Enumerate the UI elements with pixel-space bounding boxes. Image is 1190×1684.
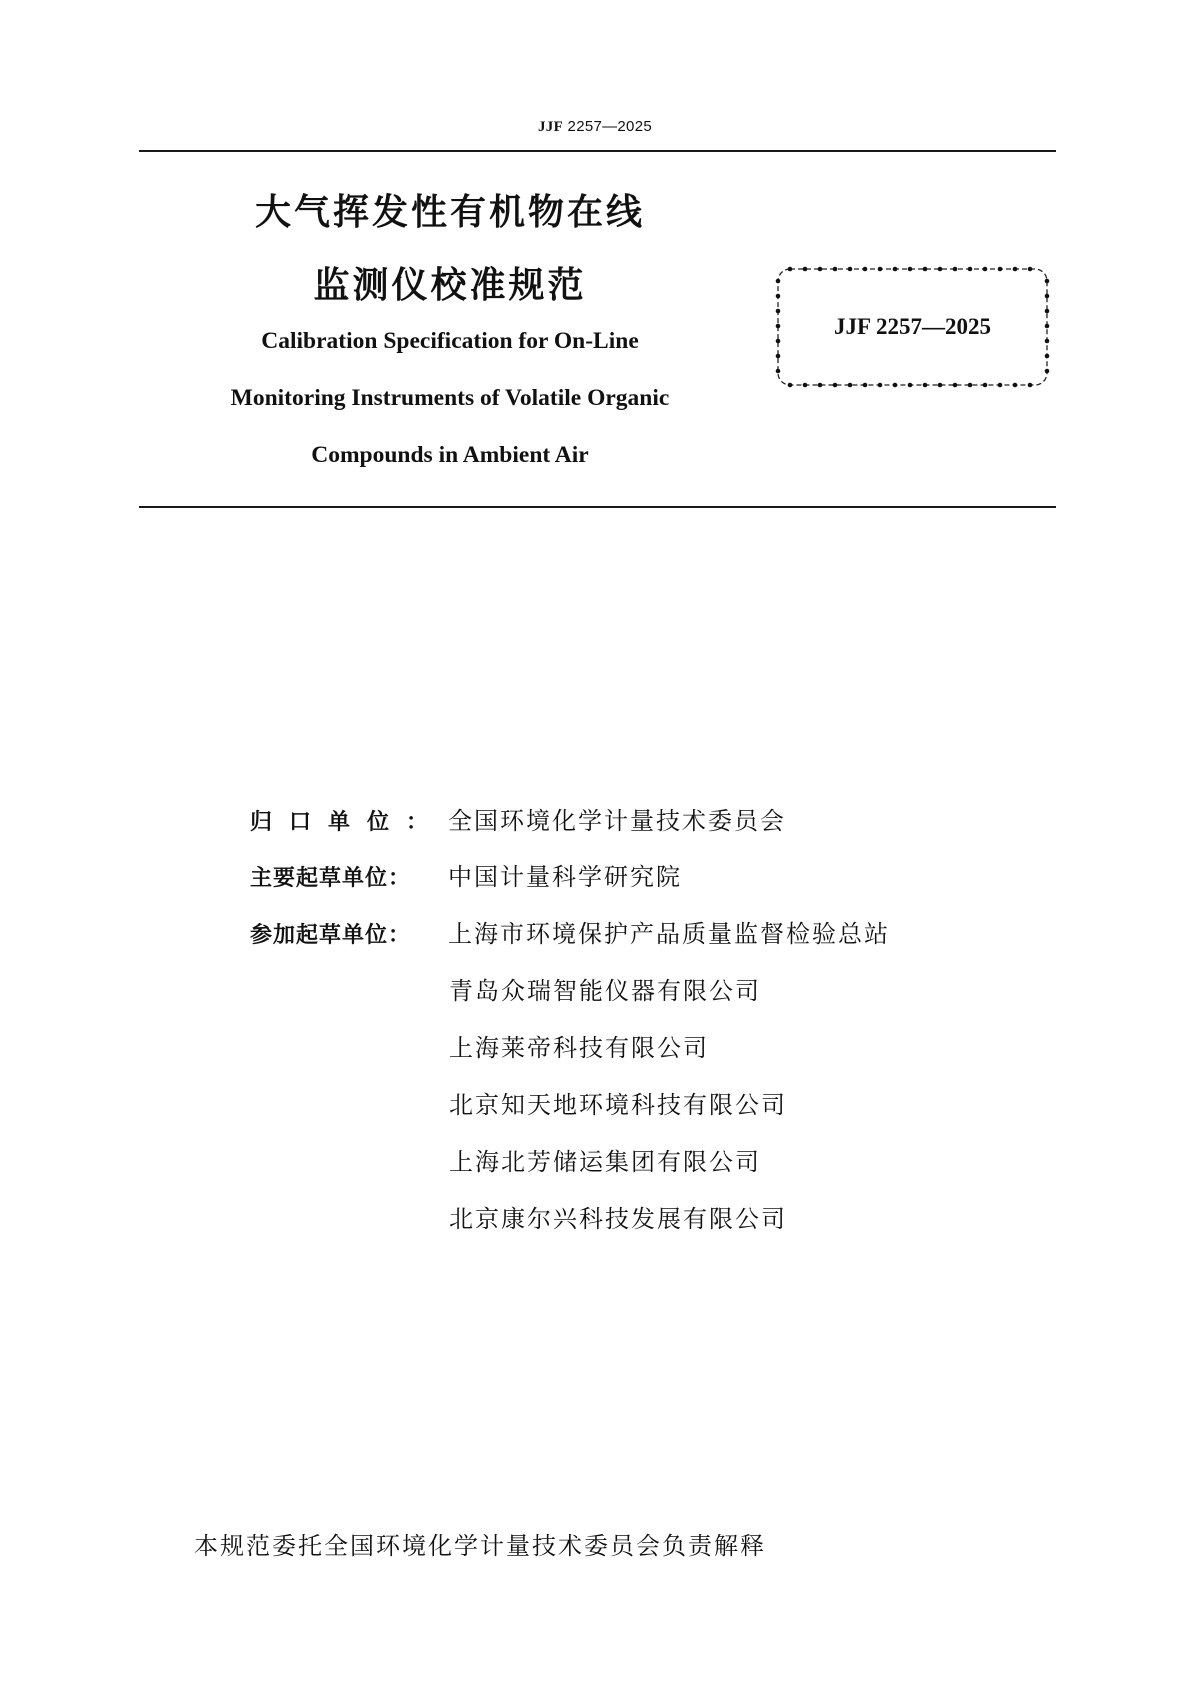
border-dot (776, 369, 781, 374)
interpretation-note: 本规范委托全国环境化学计量技术委员会负责解释 (194, 1532, 766, 1560)
title-en-line2: Monitoring Instruments of Volatile Organic (230, 385, 670, 411)
border-dot (938, 267, 943, 272)
title-en-line1: Calibration Specification for On-Line (261, 328, 639, 354)
border-dot (908, 267, 913, 272)
border-dot (953, 383, 958, 388)
participant-4: 北京知天地环境科技有限公司 (449, 1091, 787, 1119)
border-dot (788, 267, 793, 272)
border-dot (893, 267, 898, 272)
border-dot (893, 383, 898, 388)
border-dot (1028, 383, 1033, 388)
code-box (775, 266, 1050, 388)
main-drafter-value: 中国计量科学研究院 (448, 863, 682, 891)
border-dot (788, 383, 793, 388)
border-dot (953, 267, 958, 272)
participant-2: 青岛众瑞智能仪器有限公司 (449, 977, 761, 1005)
border-dot (1013, 267, 1018, 272)
border-dot (968, 383, 973, 388)
title-zh-line1: 大气挥发性有机物在线 (254, 192, 645, 233)
participant-5: 上海北芳储运集团有限公司 (449, 1148, 761, 1176)
border-dot (776, 279, 781, 284)
border-dot (776, 309, 781, 314)
header-code (0, 118, 1190, 136)
header-code-prefix: JJF (538, 119, 564, 135)
main-drafter-row (250, 862, 682, 892)
participant-6: 北京康尔兴科技发展有限公司 (449, 1205, 787, 1233)
border-dot (983, 383, 988, 388)
border-dot (1045, 309, 1050, 314)
main-drafter-label: 主要起草单位： (250, 866, 412, 891)
border-dot (1045, 354, 1050, 359)
border-dot (803, 267, 808, 272)
participant-3: 上海莱帝科技有限公司 (449, 1034, 709, 1062)
code-box-text: JJF 2257—2025 (834, 314, 991, 339)
border-dot (1045, 369, 1050, 374)
border-dot (968, 267, 973, 272)
bottom-title-rule (139, 506, 1056, 508)
border-dot (863, 383, 868, 388)
border-dot (833, 383, 838, 388)
responsible-unit-value: 全国环境化学计量技术委员会 (448, 807, 786, 835)
border-dot (998, 383, 1003, 388)
border-dot (908, 383, 913, 388)
border-dot (1028, 267, 1033, 272)
border-dot (878, 267, 883, 272)
border-dot (1045, 279, 1050, 284)
border-dot (776, 294, 781, 299)
border-dot (923, 383, 928, 388)
title-en-line3: Compounds in Ambient Air (311, 442, 589, 468)
border-dot (998, 267, 1003, 272)
participants-label: 参加起草单位： (250, 923, 412, 948)
responsible-unit-label (250, 808, 448, 838)
participant-1: 上海市环境保护产品质量监督检验总站 (448, 920, 890, 948)
border-dot (848, 267, 853, 272)
title-zh-line2: 监测仪校准规范 (313, 265, 587, 306)
border-dot (878, 383, 883, 388)
border-dot (1045, 294, 1050, 299)
border-dot (818, 383, 823, 388)
border-dot (923, 267, 928, 272)
border-dot (818, 267, 823, 272)
responsible-unit-row (250, 806, 786, 836)
border-dot (833, 267, 838, 272)
border-dot (938, 383, 943, 388)
border-dot (983, 267, 988, 272)
participants-row (250, 919, 890, 949)
border-dot (803, 383, 808, 388)
responsible-unit-label-text: 归口单位： (250, 810, 446, 835)
border-dot (776, 354, 781, 359)
border-dot (863, 267, 868, 272)
border-dot (848, 383, 853, 388)
top-rule (139, 150, 1056, 152)
border-dot (1013, 383, 1018, 388)
header-code-number: 2257—2025 (567, 118, 652, 135)
